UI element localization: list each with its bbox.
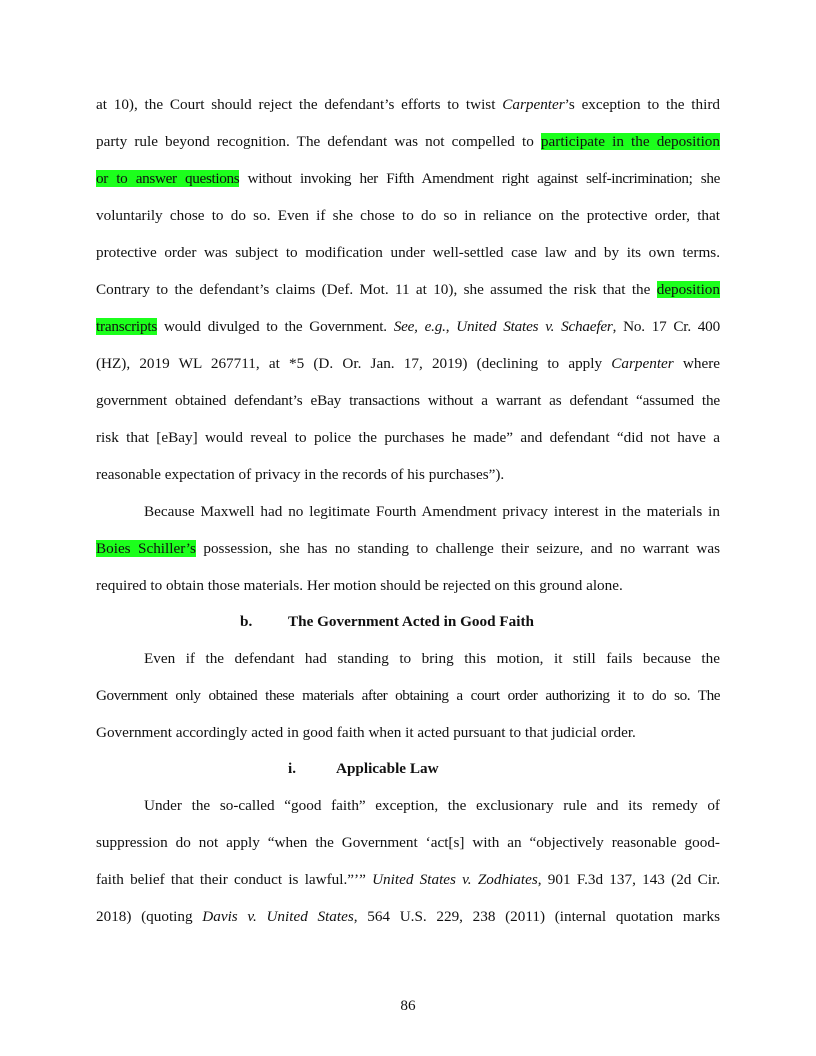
highlighted-text: Boies Schiller’s <box>96 540 196 557</box>
page-number: 86 <box>400 997 416 1014</box>
body-line: or to answer questions without invoking her Fifth Amendment right against self-incrimination; she <box>96 170 721 187</box>
highlighted-text: transcripts <box>96 318 158 335</box>
body-line: government obtained defendant’s eBay transactions without a warrant as defendant “assumed the <box>96 392 720 409</box>
body-line: risk that [eBay] would reveal to police the purchases he made” and defendant “did not have a <box>96 429 720 446</box>
body-line: faith belief that their conduct is lawful.”’” United States v. Zodhiates, 901 F.3d 137, 143 (2d Cir. <box>96 871 721 888</box>
body-line: voluntarily chose to do so. Even if she chose to do so in reliance on the protective order, that <box>96 207 720 224</box>
body-line: protective order was subject to modification under well-settled case law and by its own terms. <box>96 244 720 261</box>
highlighted-text: or to answer questions <box>96 170 240 187</box>
highlighted-text: participate in the deposition <box>540 133 720 150</box>
body-line: Under the so-called “good faith” exception, the exclusionary rule and its remedy of <box>144 797 720 814</box>
body-line: Even if the defendant had standing to bring this motion, it still fails because the <box>144 650 720 667</box>
body-line: reasonable expectation of privacy in the records of his purchases”). <box>96 466 505 483</box>
body-line: Because Maxwell had no legitimate Fourth Amendment privacy interest in the materials in <box>144 503 720 520</box>
body-line: Boies Schiller’s possession, she has no standing to challenge their seizure, and no warrant was <box>96 540 720 557</box>
body-line: Government only obtained these materials after obtaining a court order authorizing it to do so. The <box>96 687 720 704</box>
section-heading: The Government Acted in Good Faith <box>288 613 534 630</box>
body-line: party rule beyond recognition. The defendant was not compelled to participate in the deposition <box>96 133 720 150</box>
section-number: b. <box>240 613 253 630</box>
body-line: Contrary to the defendant’s claims (Def. Mot. 11 at 10), she assumed the risk that the deposition <box>96 281 720 298</box>
subsection-number: i. <box>288 760 297 777</box>
body-line: at 10), the Court should reject the defendant’s efforts to twist Carpenter’s exception to the third <box>96 96 720 113</box>
body-line: (HZ), 2019 WL 267711, at *5 (D. Or. Jan. 17, 2019) (declining to apply Carpenter where <box>96 355 720 372</box>
body-line: transcripts would divulged to the Government. See, e.g., United States v. Schaefer, No. 17 Cr. 400 <box>96 318 720 335</box>
body-line: 2018) (quoting Davis v. United States, 564 U.S. 229, 238 (2011) (internal quotation marks <box>96 908 720 925</box>
highlighted-text: deposition <box>656 281 720 298</box>
body-line: Government accordingly acted in good faith when it acted pursuant to that judicial order. <box>96 724 636 741</box>
body-line: required to obtain those materials. Her motion should be rejected on this ground alone. <box>96 577 623 594</box>
subsection-heading: Applicable Law <box>336 760 439 777</box>
body-line: suppression do not apply “when the Government ‘act[s] with an “objectively reasonable good- <box>96 834 720 851</box>
